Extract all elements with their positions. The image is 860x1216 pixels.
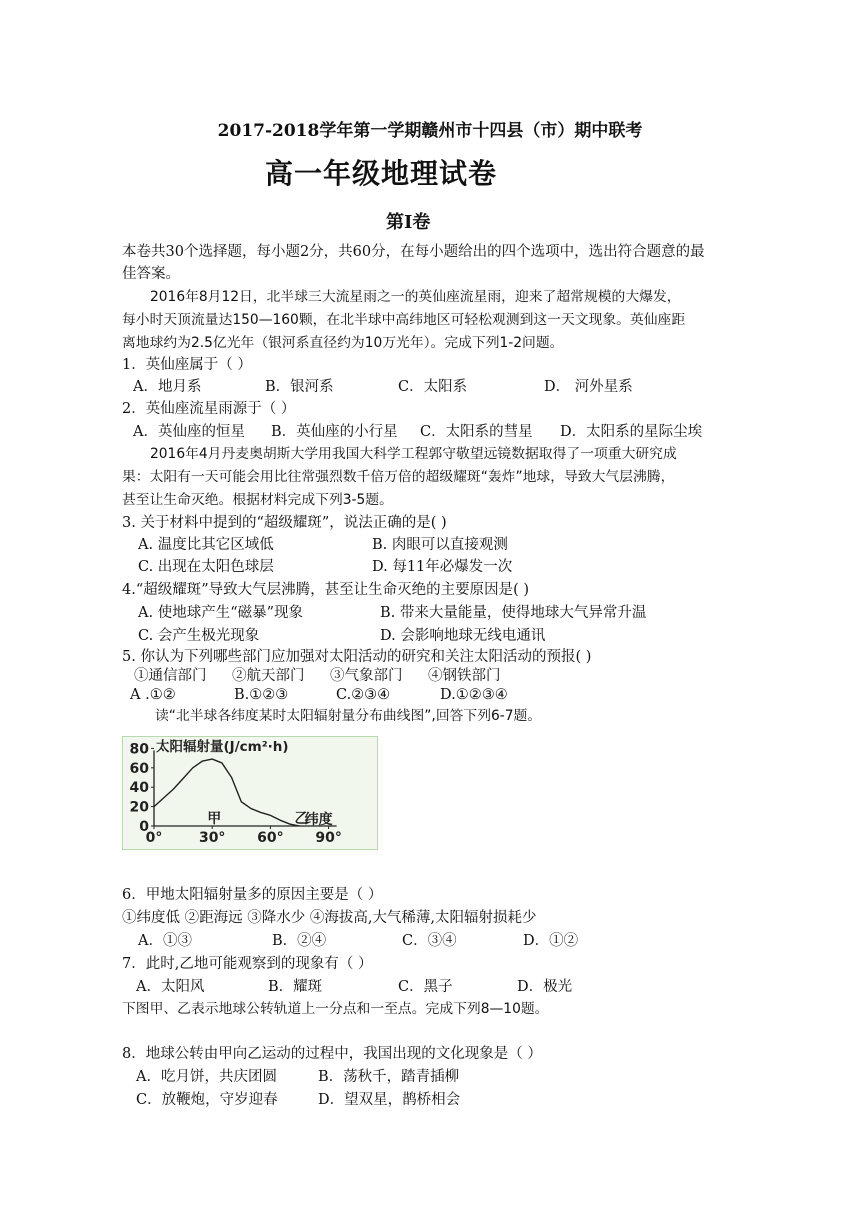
q7-option-d[interactable]: D．极光 [517, 979, 573, 995]
q7-option-a[interactable]: A．太阳风 [136, 979, 205, 995]
q5-option-d[interactable]: D.①②③④ [440, 687, 508, 703]
q5-item-3: ③气象部门 [330, 668, 403, 684]
exam-header: 2017-2018学年第一学期赣州市十四县（市）期中联考 [217, 121, 643, 141]
q5-option-c[interactable]: C.②③④ [336, 687, 391, 703]
q1-stem: 1．英仙座属于（ ） [122, 357, 252, 373]
q6-option-c[interactable]: C．③④ [402, 933, 457, 949]
q4-option-b[interactable]: B. 带来大量能量，使得地球大气异常升温 [380, 605, 647, 621]
q1-option-c[interactable]: C．太阳系 [398, 379, 468, 395]
q4-option-c[interactable]: C. 会产生极光现象 [138, 628, 260, 644]
q5-stem: 5. 你认为下列哪些部门应加强对太阳活动的研究和关注太阳活动的预报( ) [122, 649, 592, 665]
q2-option-d[interactable]: D．太阳系的星际尘埃 [560, 424, 703, 440]
q3-option-d[interactable]: D. 每11年必爆发一次 [372, 559, 513, 575]
passage2-line-2: 果：太阳有一天可能会用比往常强烈数千倍万倍的超级耀斑“轰炸”地球，导致大气层沸腾， [122, 469, 675, 485]
q6-option-b[interactable]: B．②④ [272, 933, 327, 949]
solar-radiation-chart [122, 736, 378, 850]
q4-stem: 4.“超级耀斑”导致大气层沸腾，甚至让生命灭绝的主要原因是( ) [122, 582, 530, 598]
q4-option-a[interactable]: A. 使地球产生“磁暴”现象 [138, 605, 304, 621]
q8-option-d[interactable]: D．望双星，鹊桥相会 [318, 1092, 461, 1108]
q4-option-d[interactable]: D. 会影响地球无线电通讯 [380, 628, 546, 644]
passage2-line-3: 甚至让生命灭绝。根据材料完成下列3-5题。 [122, 492, 393, 508]
x-tick-label: 90° [315, 830, 342, 846]
q2-stem: 2．英仙座流星雨源于（ ） [122, 401, 296, 417]
q3-option-c[interactable]: C. 出现在太阳色球层 [138, 559, 274, 575]
q2-option-a[interactable]: A．英仙座的恒星 [133, 424, 245, 440]
y-axis-label: 太阳辐射量(J/cm²·h) [156, 739, 289, 755]
instruction-line-1: 本卷共30个选择题，每小题2分，共60分，在每小题给出的四个选项中，选出符合题意的最 [122, 244, 705, 260]
q8-option-a[interactable]: A．吃月饼，共庆团圆 [136, 1069, 277, 1085]
x-tick-label: 30° [198, 830, 226, 846]
q3-option-b[interactable]: B. 肉眼可以直接观测 [372, 537, 508, 553]
passage1-line-3: 离地球约为2.5亿光年（银河系直径约为10万光年）。完成下列1-2问题。 [122, 335, 564, 351]
q7-stem: 7．此时,乙地可能观察到的现象有（ ） [122, 956, 373, 972]
q6-option-d[interactable]: D．①② [523, 933, 579, 949]
y-tick-label: 80 [129, 741, 149, 758]
q1-option-d[interactable]: D． 河外星系 [544, 379, 633, 395]
x-axis-label: 纬度 [304, 812, 333, 828]
x-tick-label: 60° [257, 830, 284, 846]
x-tick-label: 0° [145, 830, 163, 846]
instruction-line-2: 佳答案。 [122, 266, 180, 282]
q8-option-b[interactable]: B．荡秋千，踏青插柳 [318, 1069, 460, 1085]
y-tick-label: 40 [129, 780, 149, 797]
passage1-line-1: 2016年8月12日，北半球三大流星雨之一的英仙座流星雨，迎来了超常规模的大爆发， [150, 289, 681, 305]
q6-items: ①纬度低 ②距海远 ③降水少 ④海拔高,大气稀薄,太阳辐射损耗少 [122, 910, 537, 926]
y-tick-label: 60 [129, 760, 149, 777]
y-tick-label: 20 [129, 799, 149, 816]
q5-option-a[interactable]: A .①② [130, 687, 176, 703]
q5-item-4: ④钢铁部门 [428, 668, 501, 684]
q5-item-1: ①通信部门 [134, 668, 207, 684]
section-title: 第Ⅰ卷 [386, 212, 431, 233]
q2-option-c[interactable]: C．太阳系的彗星 [420, 424, 533, 440]
y-tick-label: 0 [139, 819, 149, 835]
passage1-line-2: 每小时天顶流量达150—160颗，在北半球中高纬地区可轻松观测到这一天文现象。英仙座距 [122, 312, 686, 328]
q5-option-b[interactable]: B.①②③ [234, 687, 289, 703]
passage4: 下图甲、乙表示地球公转轨道上一分点和一至点。完成下列8—10题。 [122, 1001, 549, 1017]
q6-stem: 6．甲地太阳辐射量多的原因主要是（ ） [122, 887, 383, 903]
q3-option-a[interactable]: A. 温度比其它区域低 [138, 537, 274, 553]
point-label: 甲 [207, 811, 222, 827]
q7-option-c[interactable]: C．黑子 [398, 979, 453, 995]
q1-option-a[interactable]: A．地月系 [133, 379, 202, 395]
passage3: 读“北半球各纬度某时太阳辐射量分布曲线图”,回答下列6-7题。 [155, 708, 542, 724]
point-label: 乙 [294, 811, 309, 827]
q3-stem: 3. 关于材料中提到的“超级耀斑”，说法正确的是( ) [122, 515, 447, 531]
q1-option-b[interactable]: B．银河系 [265, 379, 334, 395]
paper-title: 高一年级地理试卷 [265, 157, 498, 190]
q2-option-b[interactable]: B．英仙座的小行星 [271, 424, 398, 440]
q5-item-2: ②航天部门 [232, 668, 305, 684]
q8-stem: 8．地球公转由甲向乙运动的过程中，我国出现的文化现象是（ ） [122, 1046, 542, 1062]
q6-option-a[interactable]: A．①③ [138, 933, 192, 949]
q7-option-b[interactable]: B．耀斑 [268, 979, 323, 995]
passage2-line-1: 2016年4月丹麦奥胡斯大学用我国大科学工程郭守敬望远镜数据取得了一项重大研究成 [150, 446, 677, 462]
q8-option-c[interactable]: C．放鞭炮，守岁迎春 [136, 1092, 278, 1108]
